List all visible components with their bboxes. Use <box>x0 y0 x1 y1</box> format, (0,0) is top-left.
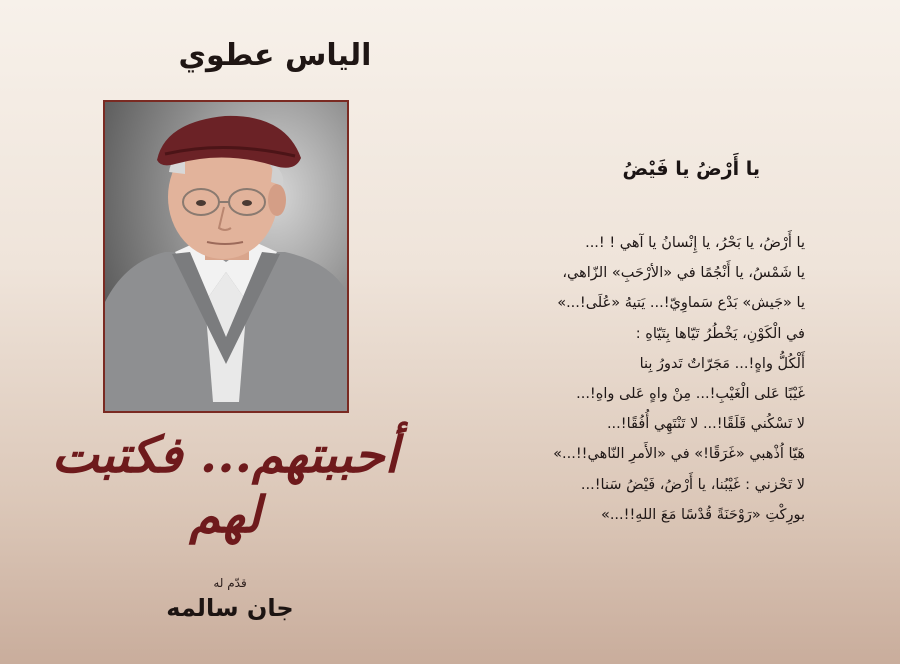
author-photo <box>103 100 349 413</box>
poem-line: لا تَحْزني : غَيْبُنا، يا أَرْضُ، فَيْضُ سَنا!... <box>580 476 805 493</box>
book-title: أحببتهم... فكتبت لهم <box>51 425 399 544</box>
poem-title: يا أَرْضُ يا فَيْضُ <box>622 158 760 180</box>
poem-line: يا شَمْسُ، يا أَنْجُمًا في «الأرْحَبِ» الزّاهي، <box>562 265 805 282</box>
poem-line: لا تَسْكُني قَلَقًا!... لا تَنْتَهِي أُفُقًا!... <box>606 416 805 433</box>
intro-label: قدّم له <box>213 576 247 590</box>
poem-line: هَيّا اُذْهبي «غَرَقًا!» في «الأَمرِ النّاهي!!...» <box>553 446 805 463</box>
poem-line: يا «جَيش» بَدْع سَماوِيّ!... يَتيهُ «عُلَى!...» <box>557 295 805 312</box>
poem-line: غَيْبًا عَلى الْغَيْبِ!... مِنْ واهٍ عَلى واهِ!... <box>576 386 805 403</box>
poem-line: أَلْكُلُّ واهٍ!... مَجَرّاتٌ تَدورُ بِنا <box>639 355 805 372</box>
poem-text <box>505 228 805 530</box>
poem-line: بورِكْتِ «رَوْحَنَةً قُدْسًا مَعَ اللهِ!!...» <box>600 506 805 523</box>
poem-line: في الْكَوْنِ، يَخْطُرُ تَيّاها بِتَيّاهِ : <box>635 325 805 342</box>
intro-name: جان سالمه <box>166 594 294 622</box>
author-name: الياس عطوي <box>178 38 372 73</box>
poem-line: يا أَرْضُ، يا بَحْرُ، يا إِنْسانُ يا آهي ! !... <box>585 235 805 251</box>
